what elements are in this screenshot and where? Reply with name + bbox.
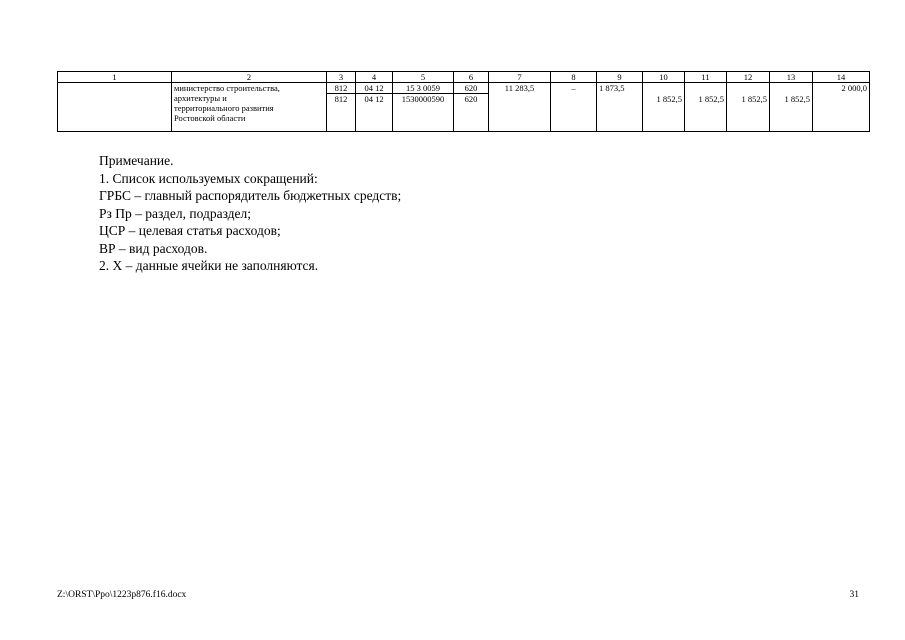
table-row (58, 83, 870, 94)
page-number: 31 (849, 590, 859, 600)
value-cell-9 (597, 94, 643, 132)
vr-cell: 620 (454, 83, 489, 94)
note-line: ГРБС – главный распорядитель бюджетных средств; (99, 188, 402, 203)
value-cell-9: 1 873,5 (597, 83, 643, 94)
header-cell: 10 (643, 72, 685, 83)
header-cell: 2 (172, 72, 327, 83)
value-cell-11 (685, 83, 727, 94)
header-cell: 7 (489, 72, 551, 83)
grbs-cell: 812 (327, 83, 356, 94)
note-line: 1. Список используемых сокращений: (99, 170, 318, 186)
recipient-name-cell (172, 83, 327, 132)
header-cell: 5 (393, 72, 454, 83)
footer-file-path: Z:\ORST\Ppo\1223p876.f16.docx (57, 590, 187, 600)
value-cell-7: 11 283,5 (489, 83, 551, 132)
value-cell-10: 1 852,5 (643, 94, 685, 132)
header-cell: 9 (597, 72, 643, 83)
header-cell: 1 (58, 72, 172, 83)
value-cell-12: 1 852,5 (727, 94, 770, 132)
csr-cell: 1530000590 (393, 94, 454, 132)
empty-cell (58, 83, 172, 132)
recipient-name-line: архитектуры и (174, 93, 227, 103)
header-cell: 4 (356, 72, 393, 83)
recipient-name-line: территориального развития (174, 103, 274, 113)
grbs-cell: 812 (327, 94, 356, 132)
value-cell-14 (813, 94, 870, 132)
value-cell-14: 2 000,0 (813, 83, 870, 94)
header-cell: 14 (813, 72, 870, 83)
notes-title: Примечание. (99, 153, 174, 168)
value-cell-10 (643, 83, 685, 94)
rzpr-cell: 04 12 (356, 94, 393, 132)
value-cell-13 (770, 83, 813, 94)
recipient-name-line: министерство строительства, (174, 83, 280, 93)
note-line: Рз Пр – раздел, подраздел; (99, 205, 252, 221)
table-header-row (58, 72, 870, 83)
header-cell: 11 (685, 72, 727, 83)
header-cell: 13 (770, 72, 813, 83)
value-cell-11: 1 852,5 (685, 94, 727, 132)
notes-block (99, 152, 401, 275)
value-cell-13: 1 852,5 (770, 94, 813, 132)
value-cell-12 (727, 83, 770, 94)
note-line: ЦСР – целевая статья расходов; (99, 223, 281, 238)
vr-cell: 620 (454, 94, 489, 132)
rzpr-cell: 04 12 (356, 83, 393, 94)
header-cell: 6 (454, 72, 489, 83)
recipient-name-line: Ростовской области (174, 113, 246, 123)
header-cell: 12 (727, 72, 770, 83)
budget-table (57, 71, 870, 132)
note-line: ВР – вид расходов. (99, 240, 208, 256)
header-cell: 8 (551, 72, 597, 83)
note-line: 2. Х – данные ячейки не заполняются. (99, 258, 319, 273)
header-cell: 3 (327, 72, 356, 83)
csr-cell: 15 3 0059 (393, 83, 454, 94)
value-cell-8: – (551, 83, 597, 132)
